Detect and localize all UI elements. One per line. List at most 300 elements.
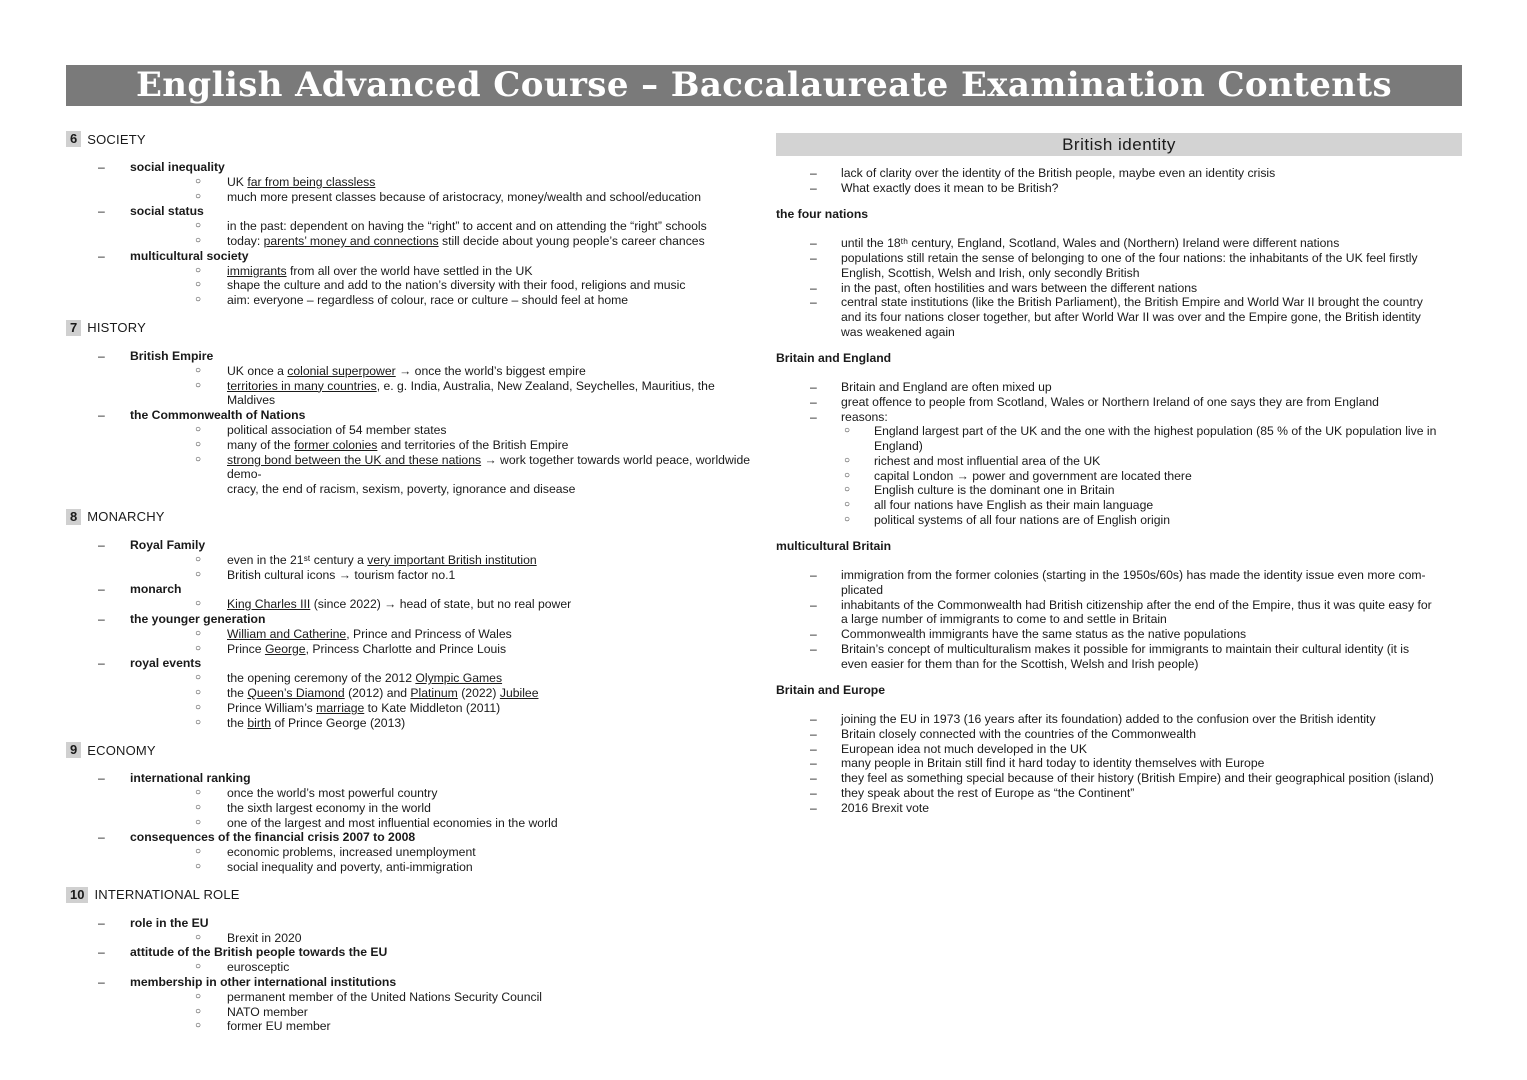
dash-bullet: –	[98, 408, 105, 423]
section-heading: Britain and England	[776, 351, 892, 366]
dash-bullet: –	[810, 395, 817, 410]
section-heading	[66, 508, 756, 526]
subitem-list	[130, 553, 756, 583]
text: permanent member of the United Nations Security Council	[227, 989, 542, 1004]
section-number: 8	[66, 509, 81, 525]
list-item	[776, 627, 1462, 642]
text: Prince	[227, 641, 265, 656]
dash-bullet: –	[810, 712, 817, 727]
text: UK	[227, 174, 248, 189]
list-item	[776, 236, 1462, 251]
underlined-text: territories in many countries	[227, 378, 377, 393]
intro-list	[776, 166, 1462, 195]
item-list	[776, 380, 1462, 527]
text: the opening ceremony of the 2012	[227, 671, 416, 686]
text: the	[227, 715, 248, 730]
dash-bullet: –	[810, 741, 817, 756]
underlined-text: immigrants	[227, 263, 287, 278]
list-item	[130, 234, 756, 249]
text: even in the 21ˢᵗ century a	[227, 552, 368, 567]
circle-bullet: ○	[195, 598, 202, 610]
topic-title: the younger generation	[130, 611, 266, 626]
underlined-text: Platinum	[410, 685, 458, 700]
topic-title: international ranking	[130, 771, 251, 786]
list-item	[776, 642, 1462, 671]
text: of Prince George (2013)	[271, 715, 406, 730]
list-item	[130, 716, 756, 731]
circle-bullet: ○	[195, 453, 202, 465]
list-item	[776, 424, 1462, 453]
underlined-text: strong bond between the UK and these nations	[227, 452, 482, 467]
dash-bullet: –	[98, 582, 105, 597]
text: many of the	[227, 437, 295, 452]
text: NATO member	[227, 1004, 308, 1019]
text: to Kate Middleton (2011)	[364, 700, 501, 715]
dash-bullet: –	[810, 771, 817, 786]
text: great offence to people from Scotland, Wales or Northern Ireland of one says they are from England	[841, 395, 1379, 410]
circle-bullet: ○	[195, 672, 202, 684]
dash-bullet: –	[98, 160, 105, 174]
text: → once the world’s biggest empire	[395, 363, 586, 378]
circle-bullet: ○	[844, 425, 851, 437]
text: the	[227, 685, 248, 700]
text: (2012) and	[344, 685, 411, 700]
text: England)	[874, 439, 923, 454]
circle-bullet: ○	[195, 846, 202, 858]
dash-bullet: –	[810, 236, 817, 251]
text: and territories of the British Empire	[377, 437, 569, 452]
list-item	[130, 553, 756, 568]
list-item	[776, 742, 1462, 757]
right-column	[776, 133, 1462, 815]
subitem-list	[130, 845, 756, 875]
circle-bullet: ○	[195, 264, 202, 276]
circle-bullet: ○	[195, 642, 202, 654]
dash-bullet: –	[810, 295, 817, 310]
topic-item	[66, 830, 756, 874]
circle-bullet: ○	[195, 686, 202, 698]
list-item	[776, 469, 1462, 484]
list-item	[130, 379, 756, 409]
circle-bullet: ○	[844, 498, 851, 510]
list-item	[130, 816, 756, 831]
circle-bullet: ○	[195, 701, 202, 713]
topic-title: attitude of the British people towards the EU	[130, 945, 388, 960]
text: (since 2022) → head of state, but no real power	[310, 597, 572, 612]
dash-bullet: –	[98, 915, 105, 930]
section-title: SOCIETY	[87, 131, 146, 147]
section-number: 6	[66, 131, 81, 147]
topic-list	[66, 538, 756, 730]
text: a large number of immigrants to come to and settle in Britain	[841, 612, 1167, 627]
text: lack of clarity over the identity of the British people, maybe even an identity crisis	[841, 166, 1276, 180]
subitem-list	[130, 627, 756, 657]
topic-title: social inequality	[130, 160, 225, 174]
dash-bullet: –	[98, 656, 105, 671]
list-item	[776, 281, 1462, 296]
list-item	[130, 568, 756, 583]
underlined-text: birth	[247, 715, 272, 730]
subitem-list	[130, 786, 756, 830]
dash-bullet: –	[810, 380, 817, 395]
circle-bullet: ○	[844, 513, 851, 525]
list-item	[776, 771, 1462, 786]
dash-bullet: –	[98, 975, 105, 990]
spacer	[66, 497, 756, 508]
list-item	[130, 960, 756, 975]
text: social inequality and poverty, anti-immigration	[227, 860, 473, 875]
list-item	[776, 454, 1462, 469]
list-item	[130, 671, 756, 686]
topic-list	[66, 771, 756, 875]
subitem-list	[130, 264, 756, 308]
text: plicated	[841, 583, 884, 598]
dash-bullet: –	[98, 945, 105, 960]
list-item	[130, 597, 756, 612]
topic-item	[66, 160, 756, 204]
topic-item	[66, 408, 756, 497]
list-item	[130, 423, 756, 438]
subitem-list	[130, 960, 756, 975]
topic-title: Royal Family	[130, 537, 206, 552]
dash-bullet: –	[98, 611, 105, 626]
circle-bullet: ○	[195, 553, 202, 565]
section-number: 10	[66, 887, 88, 903]
text: English, Scottish, Welsh and Irish, only secondly British	[841, 265, 1140, 280]
subitem-list	[130, 364, 756, 408]
text: many people in Britain still find it hard today to identity themselves with Europe	[841, 756, 1265, 771]
subitem-list	[776, 424, 1462, 527]
page-title: English Advanced Course – Baccalaureate Examination Contents	[66, 65, 1462, 106]
circle-bullet: ○	[195, 234, 202, 246]
text: in the past, often hostilities and wars between the different nations	[841, 280, 1198, 295]
list-item	[130, 1019, 756, 1034]
circle-bullet: ○	[195, 438, 202, 450]
section-number: 7	[66, 320, 81, 336]
circle-bullet: ○	[195, 861, 202, 873]
section-heading: Britain and Europe	[776, 683, 886, 698]
text: Britain’s concept of multiculturalism makes it possible for immigrants to maintain their cultural identity (it is	[841, 641, 1410, 656]
text: today:	[227, 233, 264, 248]
dash-bullet: –	[810, 726, 817, 741]
text: cracy, the end of racism, sexism, poverty, ignorance and disease	[227, 482, 576, 497]
text: they speak about the rest of Europe as “the Continent”	[841, 785, 1135, 800]
text: populations still retain the sense of belonging to one of the four nations: the inhabitants of the UK feel firstly	[841, 251, 1418, 266]
text: political systems of all four nations are of English origin	[874, 512, 1171, 527]
dash-bullet: –	[810, 409, 817, 424]
list-item	[130, 264, 756, 279]
topic-item	[66, 538, 756, 582]
text: British cultural icons → tourism factor no.1	[227, 567, 456, 582]
dash-bullet: –	[810, 627, 817, 642]
topic-title: royal events	[130, 656, 202, 671]
list-item	[776, 498, 1462, 513]
section-title: INTERNATIONAL ROLE	[94, 887, 240, 903]
topic-item	[66, 349, 756, 408]
topic-title: social status	[130, 204, 204, 219]
subitem-list	[130, 219, 756, 249]
topic-item	[66, 771, 756, 830]
spacer	[66, 730, 756, 741]
circle-bullet: ○	[844, 454, 851, 466]
dash-bullet: –	[810, 597, 817, 612]
circle-bullet: ○	[195, 379, 202, 391]
subitem-list	[130, 597, 756, 612]
text: in the past: dependent on having the “right” to accent and on attending the “right” schools	[227, 219, 707, 234]
text: the sixth largest economy in the world	[227, 800, 431, 815]
text: even easier for them than for the Scottish, Welsh and Irish people)	[841, 656, 1199, 671]
spacer	[66, 526, 756, 538]
list-item	[130, 931, 756, 946]
text: was weakened again	[841, 324, 955, 339]
list-item	[776, 483, 1462, 498]
underlined-text: William and Catherine	[227, 626, 347, 641]
topic-item	[66, 945, 756, 975]
circle-bullet: ○	[195, 787, 202, 799]
spacer	[66, 148, 756, 160]
circle-bullet: ○	[195, 1005, 202, 1017]
dash-bullet: –	[810, 800, 817, 815]
circle-bullet: ○	[195, 990, 202, 1002]
section-title: ECONOMY	[87, 742, 156, 758]
text: from all over the world have settled in the UK	[286, 263, 533, 278]
section-title: MONARCHY	[87, 509, 165, 525]
list-item	[130, 786, 756, 801]
text: and its four nations closer together, but after World War II was over and the Empire gone, the British identity	[841, 309, 1421, 324]
section-heading	[66, 130, 756, 148]
list-item	[130, 642, 756, 657]
topic-item	[66, 612, 756, 656]
underlined-text: colonial superpower	[287, 363, 396, 378]
list-item	[776, 786, 1462, 801]
text: one of the largest and most influential economies in the world	[227, 815, 558, 830]
circle-bullet: ○	[195, 961, 202, 973]
list-item	[130, 686, 756, 701]
list-item	[776, 251, 1462, 280]
circle-bullet: ○	[195, 364, 202, 376]
topic-title: British Empire	[130, 348, 214, 363]
text: → work together towards world peace, worldwide demo-	[227, 452, 751, 482]
text: shape the culture and add to the nation’s diversity with their food, religions and music	[227, 278, 686, 293]
text: capital London → power and government are located there	[874, 468, 1192, 483]
text: still decide about young people’s career chances	[438, 233, 705, 248]
underlined-text: very important British institution	[367, 552, 537, 567]
text: they feel as something special because of their history (British Empire) and their geographical position (island)	[841, 771, 1434, 786]
list-item	[130, 453, 756, 483]
circle-bullet: ○	[195, 627, 202, 639]
list-item	[130, 627, 756, 642]
circle-bullet: ○	[195, 931, 202, 943]
list-item	[130, 278, 756, 293]
spacer	[66, 759, 756, 771]
dash-bullet: –	[810, 166, 817, 180]
list-item	[776, 380, 1462, 395]
list-item	[130, 990, 756, 1005]
text: Brexit in 2020	[227, 930, 302, 945]
text: , e. g. India, Australia, New Zealand, Seychelles, Mauritius, the Maldives	[227, 378, 715, 408]
topic-title: role in the EU	[130, 915, 209, 930]
section-heading: the four nations	[776, 207, 869, 222]
section-heading	[66, 319, 756, 337]
list-item	[130, 293, 756, 308]
topic-item	[66, 656, 756, 730]
section-heading: multicultural Britain	[776, 539, 892, 554]
section-heading	[66, 886, 756, 904]
list-item	[776, 513, 1462, 528]
underlined-text: Queen’s Diamond	[247, 685, 345, 700]
circle-bullet: ○	[195, 190, 202, 202]
topic-list	[66, 349, 756, 497]
circle-bullet: ○	[195, 816, 202, 828]
topic-item	[66, 582, 756, 612]
section-title: HISTORY	[87, 320, 146, 336]
topic-title: the Commonwealth of Nations	[130, 408, 306, 423]
circle-bullet: ○	[195, 716, 202, 728]
spacer	[66, 875, 756, 886]
list-item	[776, 727, 1462, 742]
list-item	[776, 295, 1462, 339]
topic-title: multicultural society	[130, 248, 249, 263]
topic-title: membership in other international institutions	[130, 975, 397, 990]
dash-bullet: –	[98, 348, 105, 363]
text: What exactly does it mean to be British?	[841, 180, 1059, 195]
text: until the 18ᵗʰ century, England, Scotland, Wales and (Northern) Ireland were different nations	[841, 236, 1340, 251]
circle-bullet: ○	[195, 220, 202, 232]
text: inhabitants of the Commonwealth had British citizenship after the end of the Empire, thus it was quite easy for	[841, 597, 1432, 612]
text: richest and most influential area of the UK	[874, 453, 1101, 468]
dash-bullet: –	[810, 785, 817, 800]
text: (2022)	[457, 685, 500, 700]
list-item	[776, 712, 1462, 727]
list-item	[776, 598, 1462, 627]
dash-bullet: –	[810, 251, 817, 266]
text: reasons:	[841, 409, 888, 424]
dash-bullet: –	[810, 280, 817, 295]
list-item	[776, 756, 1462, 771]
underlined-text: King Charles III	[227, 597, 311, 612]
text: UK once a	[227, 363, 288, 378]
list-item	[776, 395, 1462, 410]
list-item	[130, 482, 756, 497]
text: Prince William’s	[227, 700, 317, 715]
subitem-list	[130, 990, 756, 1034]
text: Commonwealth immigrants have the same status as the native populations	[841, 627, 1247, 642]
underlined-text: parents’ money and connections	[263, 233, 439, 248]
topic-item	[66, 916, 756, 946]
topic-list	[66, 160, 756, 308]
section-heading	[66, 741, 756, 759]
text: political association of 54 member states	[227, 422, 447, 437]
underlined-text: Jubilee	[499, 685, 539, 700]
text: much more present classes because of aristocracy, money/wealth and school/education	[227, 189, 701, 204]
list-item	[776, 568, 1462, 597]
text: eurosceptic	[227, 960, 290, 975]
item-list	[776, 712, 1462, 815]
circle-bullet: ○	[195, 1020, 202, 1032]
dash-bullet: –	[98, 830, 105, 845]
section-number: 9	[66, 742, 81, 758]
circle-bullet: ○	[195, 175, 202, 187]
list-item	[130, 1005, 756, 1020]
topic-item	[66, 204, 756, 248]
subitem-list	[130, 175, 756, 205]
list-item	[130, 845, 756, 860]
list-item	[130, 364, 756, 379]
text: all four nations have English as their main language	[874, 497, 1154, 512]
subitem-list	[130, 671, 756, 730]
dash-bullet: –	[810, 180, 817, 195]
underlined-text: marriage	[316, 700, 365, 715]
topic-title: monarch	[130, 582, 182, 597]
list-item	[776, 166, 1462, 181]
underlined-text: far from being classless	[247, 174, 376, 189]
topic-item	[66, 249, 756, 308]
text: , Prince and Princess of Wales	[346, 626, 512, 641]
text: Britain closely connected with the countries of the Commonwealth	[841, 726, 1196, 741]
circle-bullet: ○	[195, 801, 202, 813]
topic-title: consequences of the financial crisis 2007 to 2008	[130, 830, 416, 845]
subitem-list	[130, 423, 756, 497]
text: European idea not much developed in the UK	[841, 741, 1087, 756]
list-item	[130, 190, 756, 205]
text: England largest part of the UK and the one with the highest population (85 % of the UK population live in	[874, 424, 1437, 439]
spacer	[66, 904, 756, 916]
subitem-list	[130, 931, 756, 946]
dash-bullet: –	[98, 204, 105, 219]
topic-item	[66, 975, 756, 1034]
spacer	[66, 337, 756, 349]
spacer	[66, 308, 756, 319]
text: English culture is the dominant one in Britain	[874, 483, 1115, 498]
underlined-text: Olympic Games	[415, 671, 503, 686]
text: former EU member	[227, 1019, 331, 1034]
item-list	[776, 568, 1462, 671]
dash-bullet: –	[810, 641, 817, 656]
item-list	[776, 236, 1462, 339]
underlined-text: former colonies	[294, 437, 378, 452]
circle-bullet: ○	[195, 279, 202, 291]
left-column	[66, 130, 756, 1034]
list-item	[130, 860, 756, 875]
list-item	[130, 175, 756, 190]
circle-bullet: ○	[844, 469, 851, 481]
list-item	[776, 181, 1462, 196]
text: once the world’s most powerful country	[227, 786, 438, 801]
dash-bullet: –	[810, 756, 817, 771]
dash-bullet: –	[98, 537, 105, 552]
text: aim: everyone – regardless of colour, race or culture – should feel at home	[227, 293, 629, 308]
list-item	[130, 701, 756, 716]
british-identity-title: British identity	[776, 133, 1462, 156]
text: immigration from the former colonies (starting in the 1950s/60s) has made the identity issue even more com-	[841, 568, 1426, 583]
circle-bullet: ○	[195, 294, 202, 306]
circle-bullet: ○	[844, 484, 851, 496]
text: central state institutions (like the British Parliament), the British Empire and World War II brought the country	[841, 295, 1423, 310]
underlined-text: George	[264, 641, 306, 656]
list-item	[130, 219, 756, 234]
circle-bullet: ○	[195, 423, 202, 435]
dash-bullet: –	[98, 248, 105, 263]
list-item	[130, 438, 756, 453]
list-item	[130, 801, 756, 816]
text: joining the EU in 1973 (16 years after its foundation) added to the confusion over the British identity	[841, 712, 1376, 727]
text: , Princess Charlotte and Prince Louis	[305, 641, 507, 656]
dash-bullet: –	[810, 568, 817, 583]
text: Britain and England are often mixed up	[841, 380, 1052, 395]
list-item	[776, 410, 1462, 528]
list-item	[776, 801, 1462, 816]
circle-bullet: ○	[195, 568, 202, 580]
